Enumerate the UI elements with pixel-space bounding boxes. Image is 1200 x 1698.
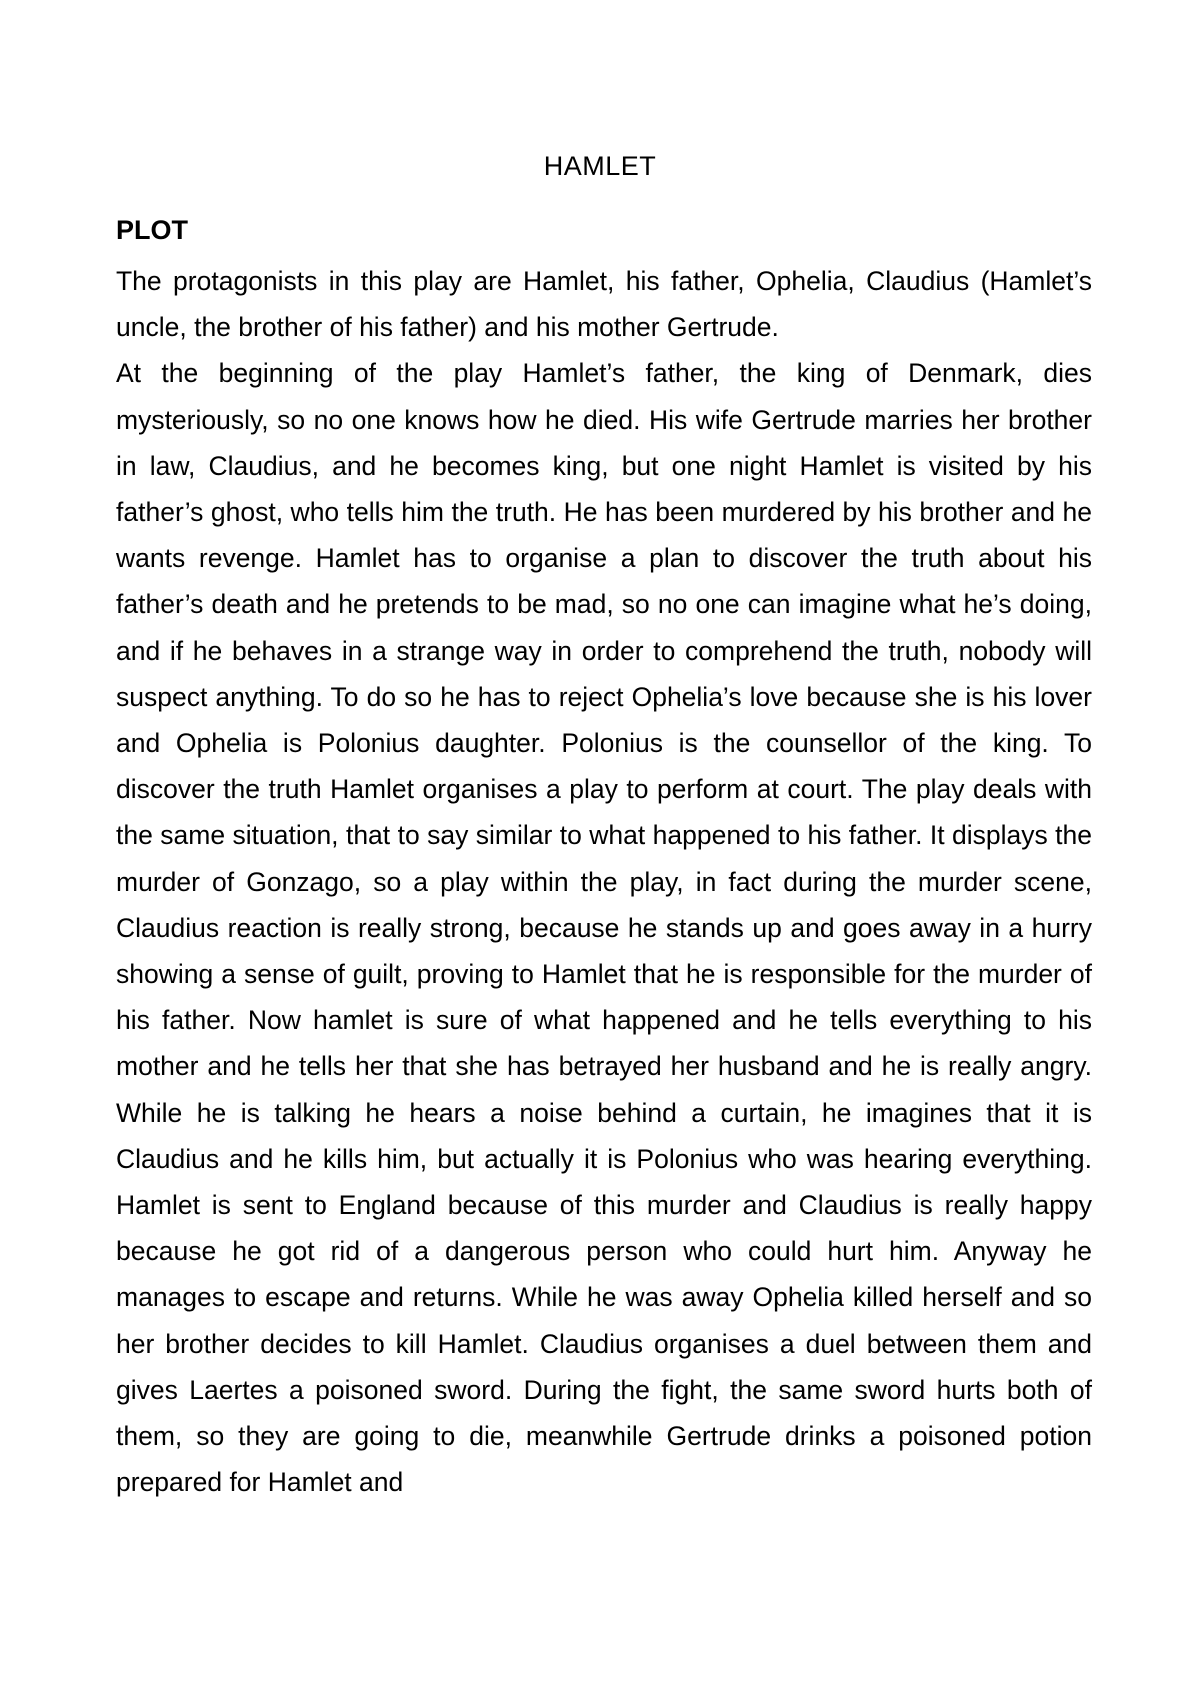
section-heading-plot: PLOT: [116, 215, 188, 245]
body-text: [116, 258, 1092, 1505]
document-title: HAMLET: [543, 151, 657, 181]
paragraph-intro: The protagonists in this play are Hamlet, his father, Ophelia, Claudius (Hamlet’s uncle, the brother of his father) and his mother Gertrude.: [116, 266, 1092, 343]
paragraph-plot-summary: At the beginning of the play Hamlet’s father, the king of Denmark, dies mysteriously, so no one knows how he died. His wife Gertrude marries her brother in law, Claudius, and he becomes king, but one night Hamlet is visited by his father’s ghost, who tells him the truth. He has been murdered by his brother and he wants revenge. Hamlet has to organise a plan to discover the truth about his father’s death and he pretends to be mad, so no one can imagine what he’s doing, and if he behaves in a strange way in order to comprehend the truth, nobody will suspect anything. To do so he has to reject Ophelia’s love because she is his lover and Ophelia is Polonius daughter. Polonius is the counsellor of the king. To discover the truth Hamlet organises a play to perform at court. The play deals with the same situation, that to say similar to what happened to his father. It displays the murder of Gonzago, so a play within the play, in fact during the murder scene, Claudius reaction is really strong, because he stands up and goes away in a hurry showing a sense of guilt, proving to Hamlet that he is responsible for the murder of his father. Now hamlet is sure of what happened and he tells everything to his mother and he tells her that she has betrayed her husband and he is really angry. While he is talking he hears a noise behind a curtain, he imagines that it is Claudius and he kills him, but actually it is Polonius who was hearing everything. Hamlet is sent to England because of this murder and Claudius is really happy because he got rid of a dangerous person who could hurt him. Anyway he manages to escape and returns. While he was away Ophelia killed herself and so her brother decides to kill Hamlet. Claudius organises a duel between them and gives Laertes a poisoned sword. During the fight, the same sword hurts both of them, so they are going to die, meanwhile Gertrude drinks a poisoned potion prepared for Hamlet and: [116, 358, 1092, 1498]
